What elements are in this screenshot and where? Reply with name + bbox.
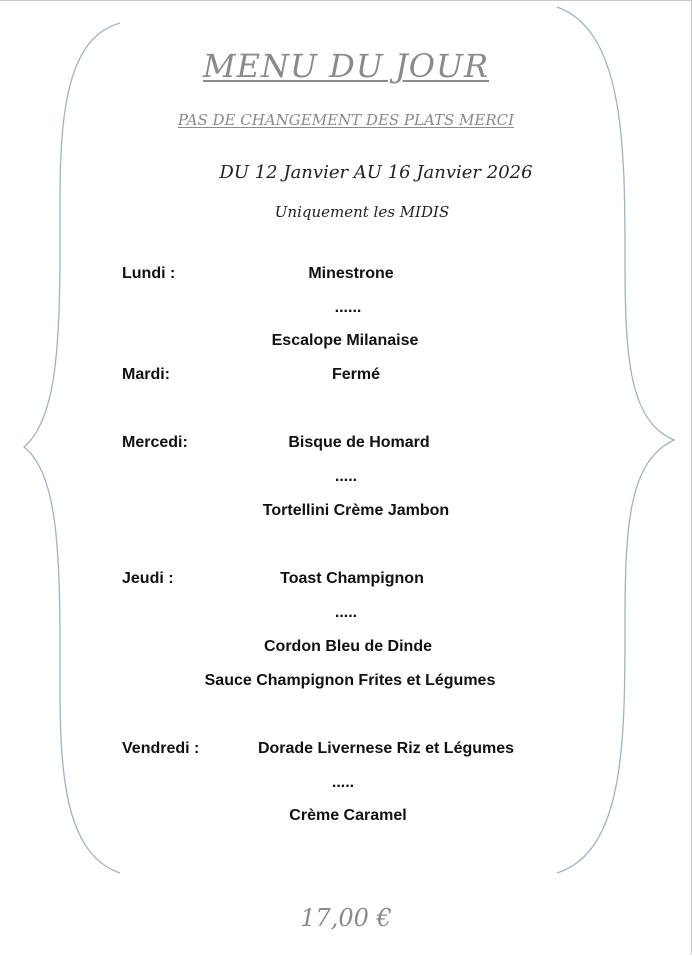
service-note: Uniquement les MIDIS [274,203,450,221]
dish-lundi-2: Escalope Milanaise [271,332,419,349]
separator: ..... [331,774,355,791]
day-label-mardi: Mardi: [122,366,170,383]
dish-jeudi-3: Sauce Champignon Frites et Légumes [204,672,496,689]
day-label-vendredi: Vendredi : [122,740,200,757]
date-range: DU 12 Janvier AU 16 Janvier 2026 [219,162,533,183]
dish-lundi-1: Minestrone [308,265,394,282]
dish-mercredi-2: Tortellini Crème Jambon [262,502,450,519]
menu-price: 17,00 € [300,904,392,932]
separator: ...... [334,299,362,316]
dish-mardi-1: Fermé [331,366,381,383]
menu-title: MENU DU JOUR [202,47,490,85]
separator: ..... [334,604,358,621]
notice-text: PAS DE CHANGEMENT DES PLATS MERCI [177,111,515,129]
left-brace [24,23,120,873]
day-label-mercredi: Mercedi: [122,434,188,451]
dish-vendredi-1: Dorade Livernese Riz et Légumes [257,740,515,757]
separator: ..... [334,468,358,485]
dish-mercredi-1: Bisque de Homard [288,434,430,451]
dish-vendredi-2: Crème Caramel [289,807,407,824]
day-label-jeudi: Jeudi : [122,570,174,587]
day-label-lundi: Lundi : [122,265,176,282]
dish-jeudi-1: Toast Champignon [280,570,424,587]
dish-jeudi-2: Cordon Bleu de Dinde [264,638,432,655]
